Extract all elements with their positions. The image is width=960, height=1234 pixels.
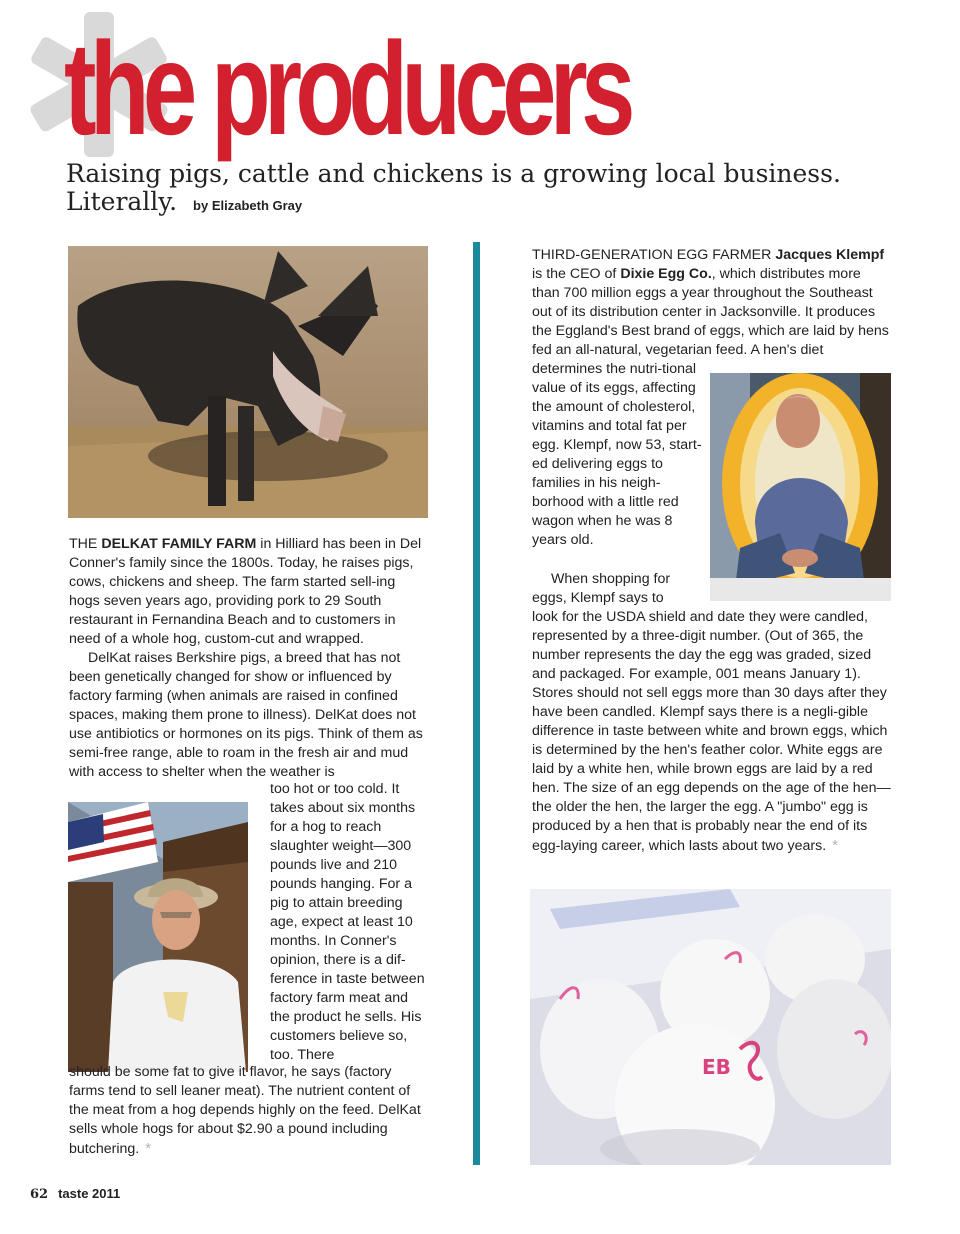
page-number: 62 [30, 1187, 49, 1202]
pig-photo [68, 246, 428, 518]
right-paragraph-2-wrap [532, 570, 704, 608]
left-p2-end-text: should be some fat to give it flavor, he says (factory farms tend to sell leaner meat). The nutrient content of the meat from a hog depends highly on the feed. DelKat sells whole hogs for about $2.90 a pound including butchering. [69, 1064, 421, 1157]
right-paragraph-1-wrap [532, 360, 704, 550]
page-footer [30, 1186, 120, 1202]
right-p1-wrap-text: determines the nutri-tional value of its eggs, affecting the amount of cholesterol, vitamins and total fat per egg. Klempf, now 53, start-ed delivering eggs to families in his neigh-borhood with a little red wagon when he was 8 years old. [532, 361, 702, 548]
farmer-photo [68, 802, 248, 1072]
person-name: Jacques Klempf [775, 247, 885, 263]
left-paragraph-2 [69, 649, 427, 782]
eggs-photo [530, 889, 891, 1165]
subtitle [66, 160, 846, 220]
right-paragraph-2 [532, 608, 892, 856]
left-lead-in: THE [69, 536, 98, 552]
left-paragraph-1 [69, 535, 427, 649]
left-p1-text: in Hilliard has been in Del Conner's family since the 1800s. Today, he raises pigs, cows, chickens and sheep. The farm started sell-ing hogs seven years ago, providing pork to 29 South restaurant in Fernandina Beach and to customers in need of a whole hog, custom-cut and wrapped. [69, 536, 422, 647]
right-p1-text: , which distributes more than 700 million eggs a year throughout the Southeast out of its distribution center in Jacksonville. It produces the Eggland's Best brand of eggs, which are laid by hens fed an all-natural, vegetarian feed. A hen's diet [532, 266, 889, 358]
left-paragraph-2-wrap [270, 780, 428, 1065]
left-paragraph-2-end [69, 1063, 427, 1159]
egg-stamp-text: EB [702, 1055, 731, 1079]
right-lead-in: THIRD-GENERATION EGG FARMER [532, 247, 772, 263]
company-name: Dixie Egg Co. [620, 266, 712, 282]
left-p2-text: DelKat raises Berkshire pigs, a breed that has not been genetically changed for show or influenced by factory farming (when animals are raised in confined spaces, making them prone to illness). DelKat does not use antibiotics or hormones on its pigs. Think of them as semi-free range, able to roam in the fresh air and mud with access to shelter when the weather is [69, 650, 423, 780]
right-is-text: is the CEO of [532, 266, 617, 282]
right-p2-text: look for the USDA shield and date they were candled, represented by a three-digit number. (Out of 365, the number represents the day the egg was graded, sized and packaged. For example, 001 means January 1). Stores should not sell eggs more than 30 days after they have been candled. Klempf says there is a negli-gible difference in taste between white and brown eggs, which is determined by the hen's feather color. White eggs are laid by a white hen, while brown eggs are laid by a red hen. The size of an egg depends on the age of the hen—the older the hen, the larger the egg. A "jumbo" egg is produced by a hen that is probably near the end of its egg-laying career, which lasts about two years. [532, 609, 891, 854]
right-paragraph-1 [532, 246, 892, 360]
publication-name: taste 2011 [58, 1186, 121, 1201]
end-star-icon: * [145, 1140, 152, 1157]
byline: by Elizabeth Gray [193, 198, 303, 213]
subtitle-text: Raising pigs, cattle and chickens is a growing local business. Literally. [66, 159, 841, 216]
right-p2-wrap-text: When shopping for eggs, Klempf says to [532, 571, 671, 606]
page-title: the producers [64, 15, 629, 162]
end-star-icon: * [832, 837, 838, 854]
left-p2-wrap-text: too hot or too cold. It takes about six months for a hog to reach slaughter weight—300 pounds live and 210 pounds hanging. For a pig to attain breeding age, expect at least 10 months. In Conner's opinion, there is a dif-ference in taste between factory farm meat and the product he sells. His customers believe so, too. There [270, 781, 425, 1063]
column-divider [473, 242, 480, 1165]
ceo-photo [710, 373, 891, 601]
farm-name: DELKAT FAMILY FARM [101, 536, 257, 552]
